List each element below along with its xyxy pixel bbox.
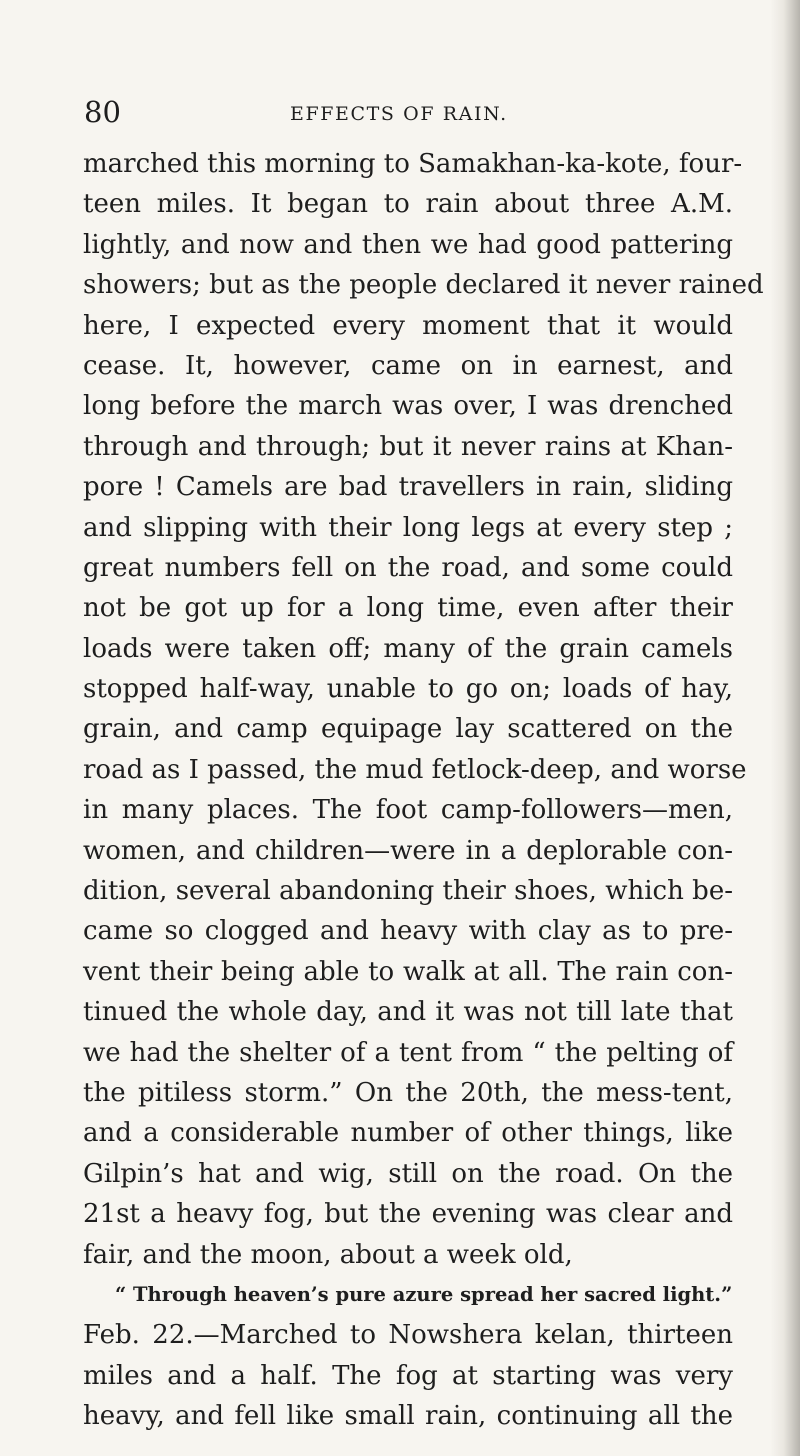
text-line: women, and children—were in a deplorable con- [83, 835, 733, 866]
text-line: 21st a heavy fog, but the evening was clear and [83, 1199, 733, 1230]
text-line: not be got up for a long time, even after their [83, 593, 733, 624]
text-line: we had the shelter of a tent from “ the pelting of [83, 1037, 733, 1068]
text-line: through and through; but it never rains at Khan- [83, 431, 733, 462]
text-line: vent their being able to walk at all. The rain con- [83, 956, 733, 987]
text-line: loads were taken off; many of the grain camels [83, 633, 733, 664]
text-line: here, I expected every moment that it would [83, 310, 733, 341]
text-line: long before the march was over, I was drenched [83, 391, 733, 422]
text-line: dition, several abandoning their shoes, which be- [83, 876, 733, 907]
text-line: lightly, and now and then we had good pattering [83, 229, 733, 260]
text-line: grain, and camp equipage lay scattered on the [83, 714, 733, 745]
text-line: Gilpin’s hat and wig, still on the road. On the [83, 1158, 733, 1189]
body-text [83, 144, 764, 1437]
text-line: fair, and the moon, about a week old, [83, 1239, 573, 1270]
page-header [84, 92, 734, 132]
text-line: in many places. The foot camp-followers—men, [83, 795, 733, 826]
running-head: EFFECTS OF RAIN. [290, 103, 508, 125]
text-line: cease. It, however, came on in earnest, and [83, 350, 733, 381]
text-line: tinued the whole day, and it was not till late that [83, 997, 733, 1028]
text-line: and a considerable number of other things, like [83, 1118, 733, 1149]
verse-quotation: “ Through heaven’s pure azure spread her sacred light.” [115, 1282, 733, 1306]
text-line: and slipping with their long legs at every step ; [83, 512, 733, 543]
text-line: came so clogged and heavy with clay as to pre- [83, 916, 733, 947]
text-line: heavy, and fell like small rain, continuing all the [83, 1401, 733, 1432]
text-line: the pitiless storm.” On the 20th, the mess-tent, [83, 1077, 733, 1108]
text-line: pore ! Camels are bad travellers in rain, sliding [83, 472, 733, 503]
page-number: 80 [84, 95, 121, 129]
page-edge-shadow [770, 0, 800, 1456]
text-line: stopped half-way, unable to go on; loads of hay, [83, 674, 733, 705]
text-line: miles and a half. The fog at starting was very [83, 1360, 733, 1391]
text-line: Feb. 22.—Marched to Nowshera kelan, thirteen [83, 1320, 733, 1351]
text-line: great numbers fell on the road, and some could [83, 552, 733, 583]
text-line: teen miles. It began to rain about three A.M. [83, 189, 733, 220]
text-line: showers; but as the people declared it never rained [83, 270, 764, 301]
text-line: marched this morning to Samakhan-ka-kote, four- [83, 149, 743, 179]
text-line: road as I passed, the mud fetlock-deep, and worse [83, 754, 747, 785]
